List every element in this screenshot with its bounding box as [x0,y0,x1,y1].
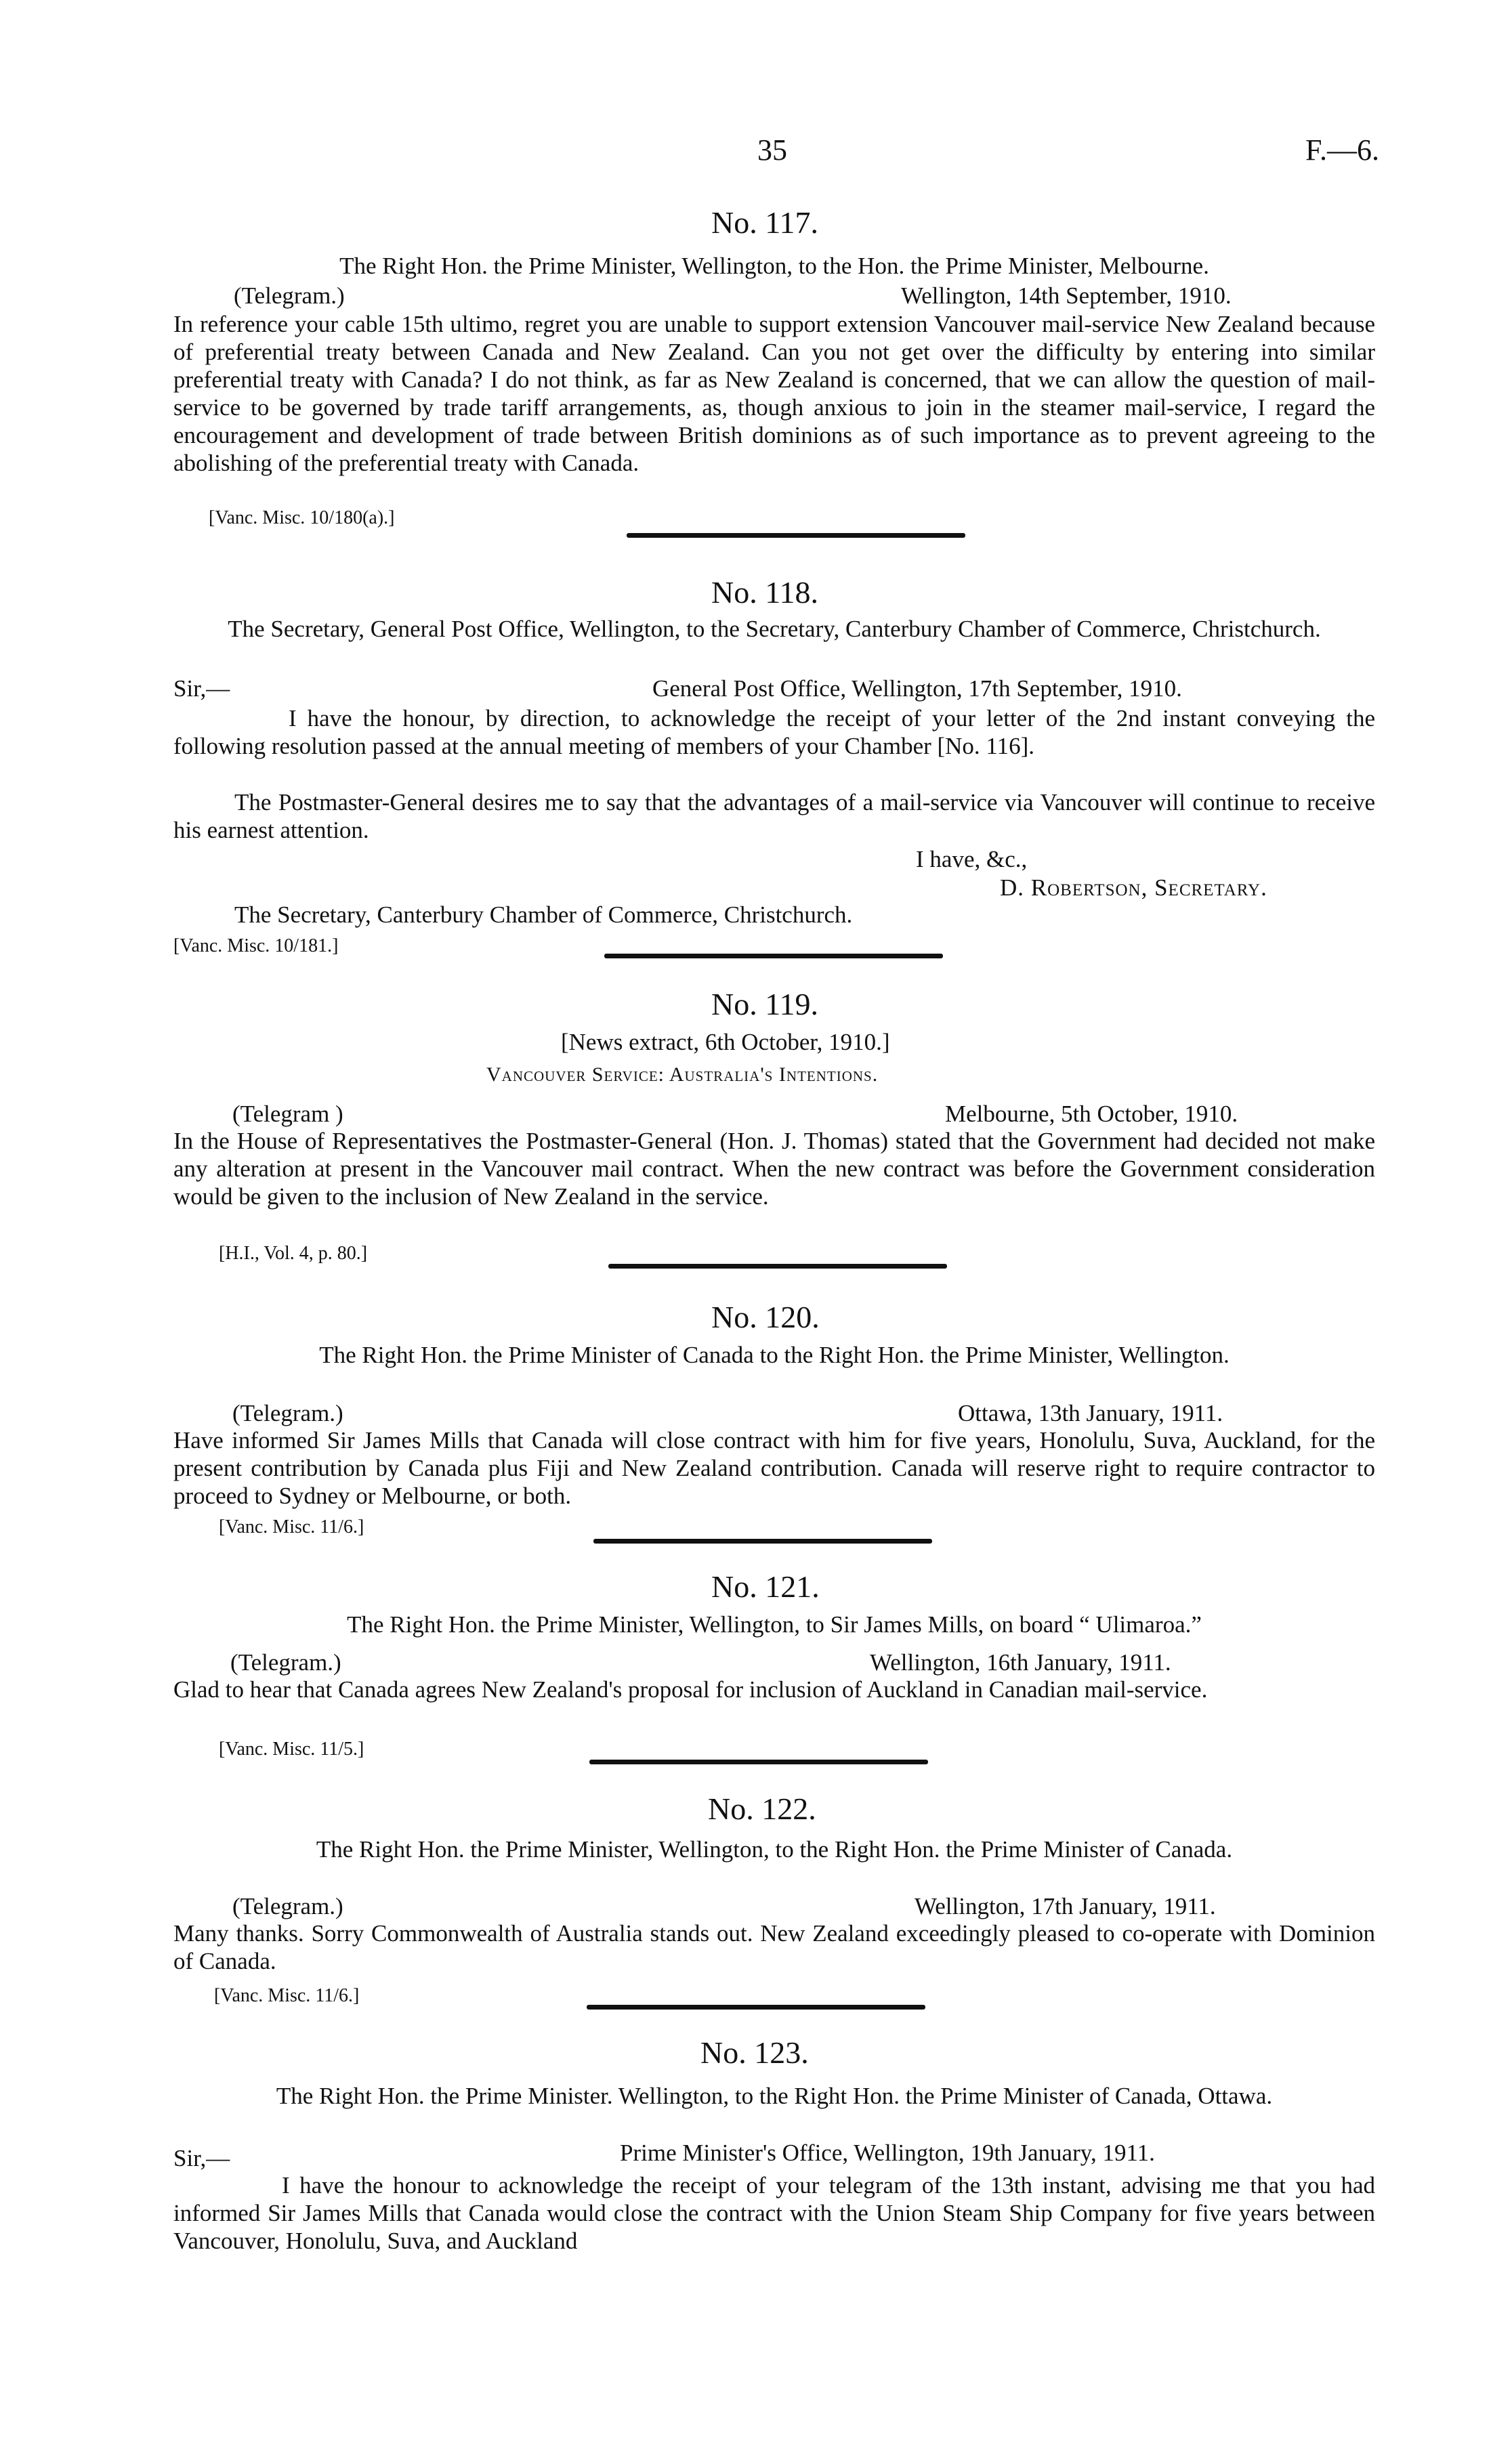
divider [593,1539,932,1544]
item-number: No. 119. [711,987,819,1021]
divider [604,954,943,958]
body-text: Many thanks. Sorry Commonwealth of Australia stands out. New Zealand exceedingly pleased to co-operate with Dominion of Canada. [173,1920,1375,1974]
body-text: In the House of Representatives the Postmaster-General (Hon. J. Thomas) stated that the Government had decided not make any alteration at present in the Vancouver mail contract. When the new contract was before the Government consideration would be given to the inclusion of New Zealand in the service. [173,1128,1375,1210]
salutation: Sir,— [173,675,230,702]
page-number: 35 [757,133,787,167]
divider [608,1264,947,1269]
item-number: No. 120. [711,1300,820,1334]
subheading: Vancouver Service: Australia's Intentions. [486,1063,879,1086]
archive-reference: [H.I., Vol. 4, p. 80.] [219,1243,368,1264]
dateline: Wellington, 14th September, 1910. [901,282,1232,309]
body-text: I have the honour, by direction, to acknowledge the receipt of your letter of the 2nd instant conveying the following resolution passed at the annual meeting of members of your Chamber [No. 116]. [173,705,1375,759]
dateline: Melbourne, 5th October, 1910. [945,1101,1238,1127]
archive-reference: [Vanc. Misc. 10/180(a).] [209,507,395,528]
dateline: Wellington, 16th January, 1911. [870,1649,1171,1676]
body-text: I have the honour to acknowledge the receipt of your telegram of the 13th instant, advising me that you had informed Sir James Mills that Canada would close the contract with the Union Steam Ship Company for five years between Vancouver, Honolulu, Suva, and Auckland [173,2172,1375,2254]
document-reference: F.—6. [1305,133,1379,167]
item-number: No. 121. [711,1569,820,1604]
dateline: Prime Minister's Office, Wellington, 19th January, 1911. [620,2140,1155,2166]
telegram-tag: (Telegram.) [230,1649,341,1676]
item-heading: The Right Hon. the Prime Minister of Canada to the Right Hon. the Prime Minister, Wellington. [319,1342,1230,1368]
dateline: Ottawa, 13th January, 1911. [958,1400,1223,1426]
item-number: No. 123. [700,2035,809,2070]
item-number: No. 118. [711,575,819,610]
item-heading: The Right Hon. the Prime Minister, Wellington, to Sir James Mills, on board “ Ulimaroa.” [347,1611,1202,1638]
telegram-tag: (Telegram.) [232,1893,343,1919]
item-heading: The Right Hon. the Prime Minister. Wellington, to the Right Hon. the Prime Minister of Canada, Ottawa. [276,2083,1273,2109]
closing: I have, &c., [916,846,1028,872]
item-number: No. 122. [708,1791,816,1826]
addressee: The Secretary, Canterbury Chamber of Commerce, Christchurch. [234,901,853,928]
dateline: General Post Office, Wellington, 17th September, 1910. [652,675,1182,702]
news-source: [News extract, 6th October, 1910.] [561,1029,890,1055]
item-heading: The Right Hon. the Prime Minister, Wellington, to the Hon. the Prime Minister, Melbourne. [339,253,1209,279]
divider [587,2005,925,2010]
signature: D. Robertson, Secretary. [1000,874,1267,901]
dateline: Wellington, 17th January, 1911. [915,1893,1216,1919]
body-text: In reference your cable 15th ultimo, regret you are unable to support extension Vancouver mail-service New Zealand because of preferential treaty between Canada and New Zealand. Can you not get over the difficulty by entering into similar preferential treaty with Canada? I do not think, as far as New Zealand is concerned, that we can allow the question of mail-service to be governed by trade tariff arrangements, as, though anxious to join in the steamer mail-service, I regard the encouragement and development of trade between British dominions as of such importance as to prevent agreeing to the abolishing of the preferential treaty with Canada. [173,311,1375,476]
archive-reference: [Vanc. Misc. 11/6.] [219,1516,364,1537]
telegram-tag: (Telegram ) [232,1101,343,1127]
divider [627,533,965,538]
body-text: Glad to hear that Canada agrees New Zealand's proposal for inclusion of Auckland in Canadian mail-service. [173,1676,1208,1703]
archive-reference: [Vanc. Misc. 11/5.] [219,1739,364,1760]
divider [589,1760,928,1764]
telegram-tag: (Telegram.) [232,1400,343,1426]
salutation: Sir,— [173,2145,230,2171]
archive-reference: [Vanc. Misc. 11/6.] [214,1985,360,2006]
item-heading: The Right Hon. the Prime Minister, Wellington, to the Right Hon. the Prime Minister of Canada. [316,1836,1233,1863]
item-heading: The Secretary, General Post Office, Wellington, to the Secretary, Canterbury Chamber of Commerce, Christchurch. [228,616,1321,642]
body-text: Have informed Sir James Mills that Canada will close contract with him for five years, Honolulu, Suva, Auckland, for the present contribution by Canada plus Fiji and New Zealand contribution. Canada will reserve right to require contractor to proceed to Sydney or Melbourne, or both. [173,1427,1375,1509]
body-text: The Postmaster-General desires me to say that the advantages of a mail-service via Vancouver will continue to receive his earnest attention. [173,789,1375,843]
telegram-tag: (Telegram.) [234,282,345,309]
archive-reference: [Vanc. Misc. 10/181.] [173,935,339,956]
item-number: No. 117. [711,205,819,240]
